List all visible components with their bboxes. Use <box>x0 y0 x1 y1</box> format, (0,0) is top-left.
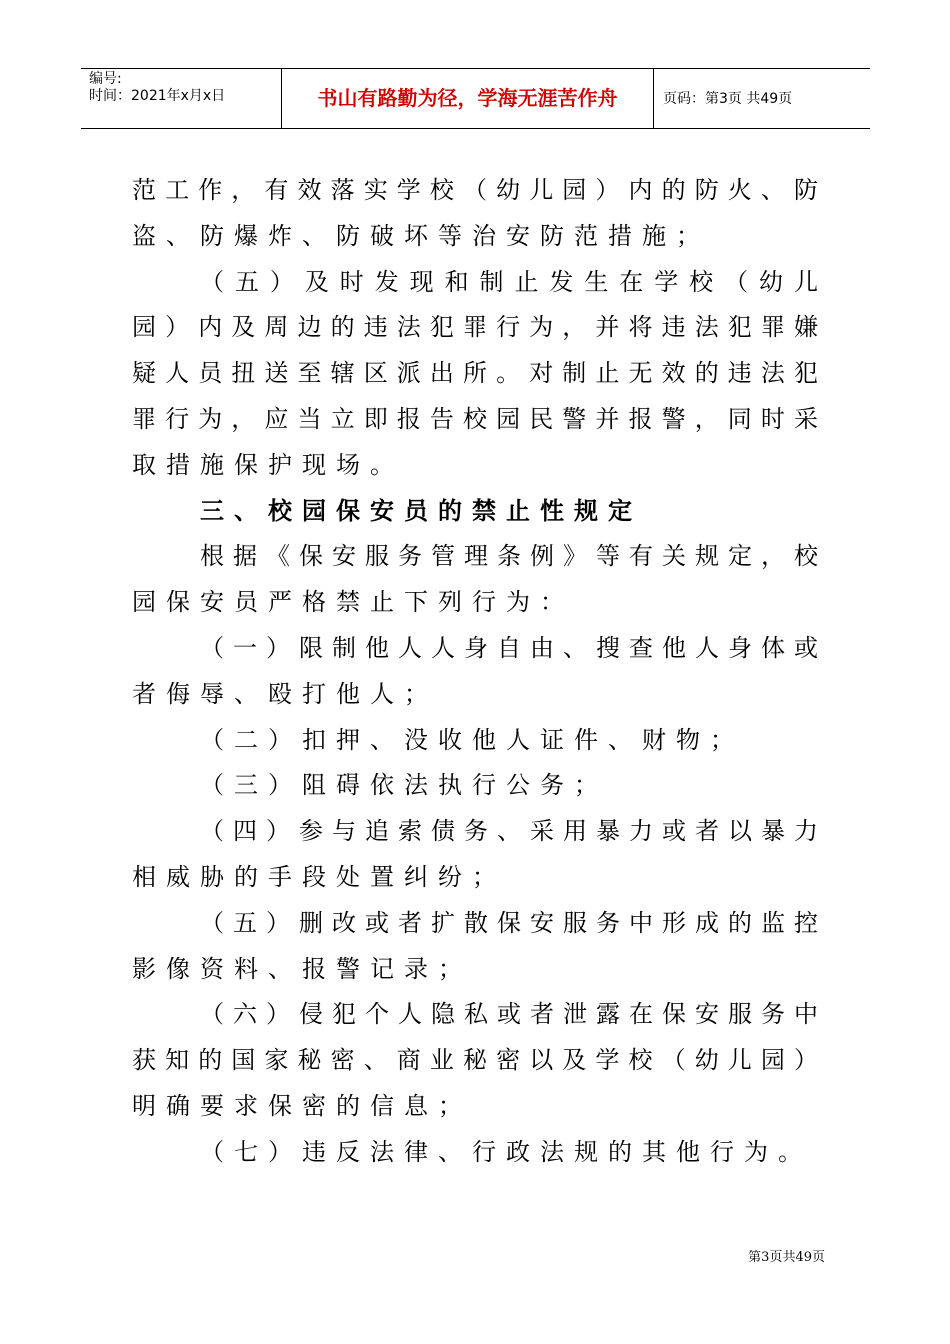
document-time-label: 时间：2021年x月x日 <box>89 88 226 104</box>
body-line: 者侮辱、殴打他人； <box>132 679 438 708</box>
document-header <box>81 68 870 129</box>
header-motto: 书山有路勤为径，学海无涯苦作舟 <box>317 86 618 110</box>
header-meta-cell <box>81 69 281 128</box>
header-page-code: 页码：第3页 共49页 <box>663 91 793 107</box>
footer-page-number: 第3页共49页 <box>748 1250 825 1265</box>
document-body <box>132 168 818 1176</box>
body-line: （二）扣押、没收他人证件、财物； <box>200 725 744 754</box>
body-line: 盗、防爆炸、防破坏等治安防范措施； <box>132 221 710 250</box>
header-page-cell <box>654 69 870 128</box>
section-heading: 三、校园保安员的禁止性规定 <box>200 496 642 525</box>
body-line: 取措施保护现场。 <box>132 450 404 479</box>
body-line: 获知的国家秘密、商业秘密以及学校（幼儿园） <box>132 1046 818 1075</box>
body-line: （三）阻碍依法执行公务； <box>200 771 608 800</box>
header-motto-cell <box>281 69 654 128</box>
body-line: 相威胁的手段处置纠纷； <box>132 862 506 891</box>
body-line: （六）侵犯个人隐私或者泄露在保安服务中 <box>200 1000 818 1029</box>
body-line: 园）内及周边的违法犯罪行为，并将违法犯罪嫌 <box>132 313 818 342</box>
body-line: 罪行为，应当立即报告校园民警并报警，同时采 <box>132 404 818 433</box>
body-line: （七）违反法律、行政法规的其他行为。 <box>200 1137 812 1166</box>
body-line: （五）删改或者扩散保安服务中形成的监控 <box>200 908 818 937</box>
body-line: 明确要求保密的信息； <box>132 1091 472 1120</box>
body-line: 疑人员扭送至辖区派出所。对制止无效的违法犯 <box>132 359 818 388</box>
body-line: （一）限制他人人身自由、搜查他人身体或 <box>200 633 818 662</box>
body-line: 影像资料、报警记录； <box>132 954 472 983</box>
body-line: （五）及时发现和制止发生在学校（幼儿 <box>200 267 818 296</box>
body-line: （四）参与追索债务、采用暴力或者以暴力 <box>200 817 818 846</box>
body-line: 范工作，有效落实学校（幼儿园）内的防火、防 <box>132 176 818 204</box>
body-line: 根据《保安服务管理条例》等有关规定，校 <box>200 542 818 571</box>
document-code-label: 编号: <box>89 71 122 87</box>
body-line: 园保安员严格禁止下列行为： <box>132 588 574 617</box>
